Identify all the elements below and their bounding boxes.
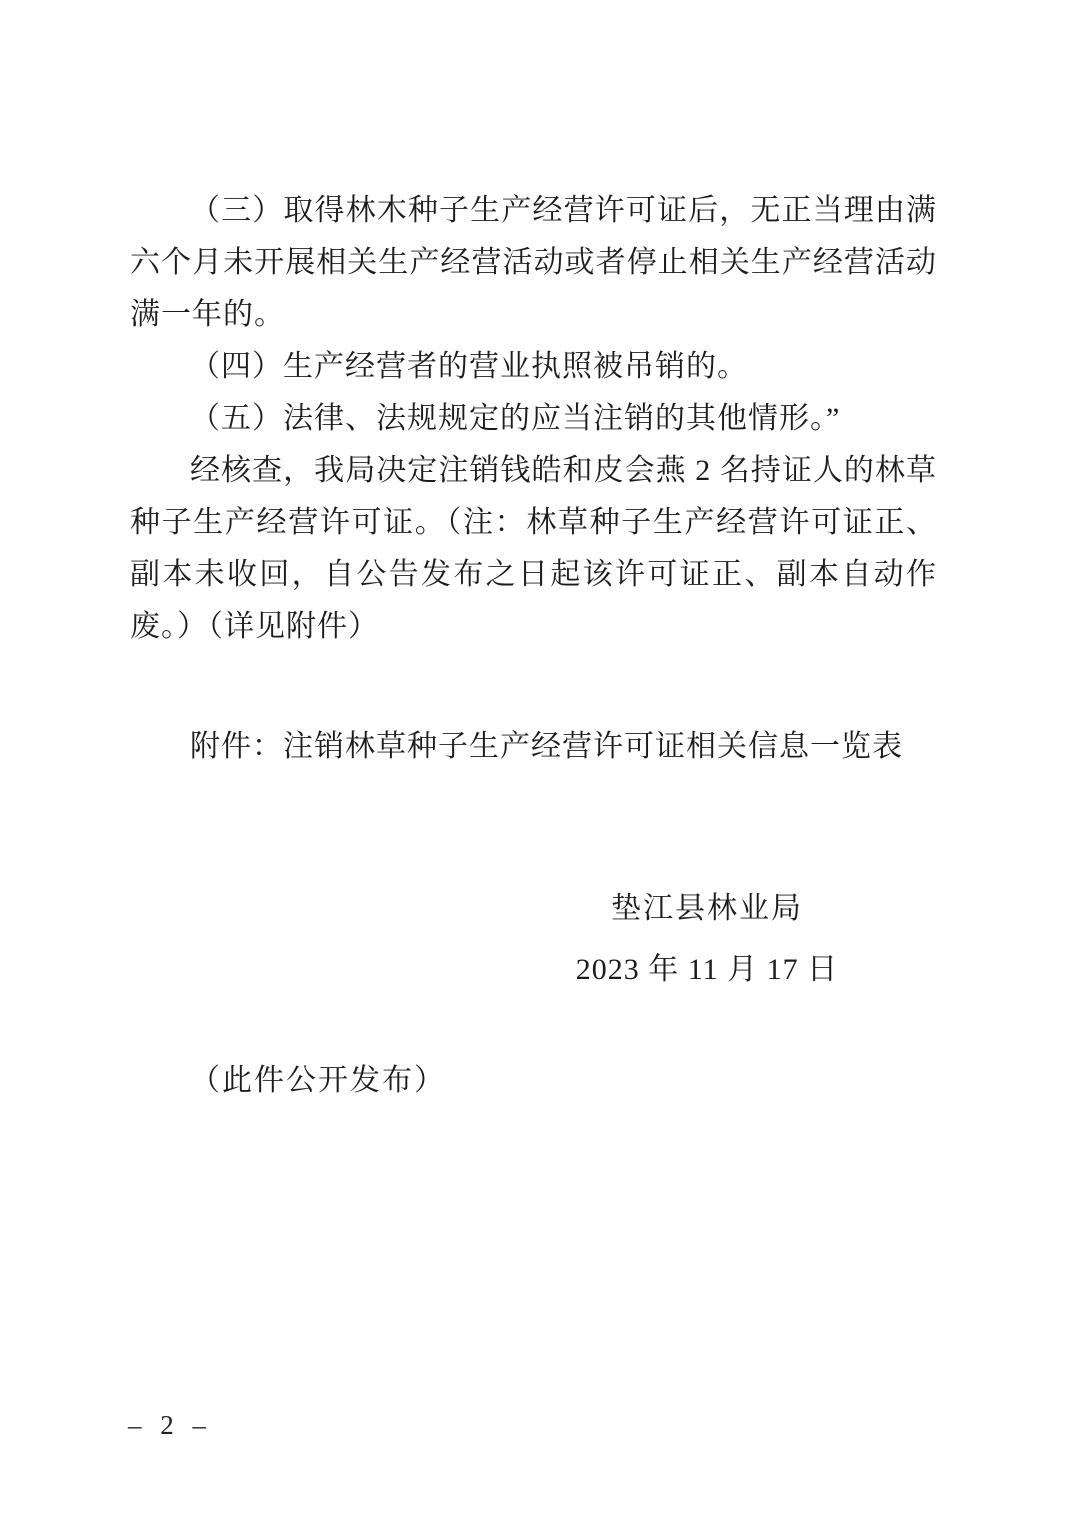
paragraph-decision: 经核查，我局决定注销钱皓和皮会燕 2 名持证人的林草种子生产经营许可证。（注：林草种子生产经营许可证正、副本未收回，自公告发布之日起该许可证正、副本自动作废。）（详见附件） [130,454,937,643]
paragraph-item-4: （四）生产经营者的营业执照被吊销的。 [190,350,748,383]
paragraph-item-5: （五）法律、法规规定的应当注销的其他情形。” [190,402,841,435]
page-number: – 2 – [128,1410,212,1440]
document-body [130,185,937,1107]
signature-block [477,883,937,996]
issue-date: 2023 年 11 月 17 日 [575,953,839,986]
paragraph-item-3: （三）取得林木种子生产经营许可证后，无正当理由满六个月未开展相关生产经营活动或者停止相关生产经营活动满一年的。 [130,194,937,331]
attachment-reference: 附件：注销林草种子生产经营许可证相关信息一览表 [190,730,903,763]
issuing-agency: 垫江县林业局 [611,892,803,925]
publish-note: （此件公开发布） [190,1064,446,1097]
